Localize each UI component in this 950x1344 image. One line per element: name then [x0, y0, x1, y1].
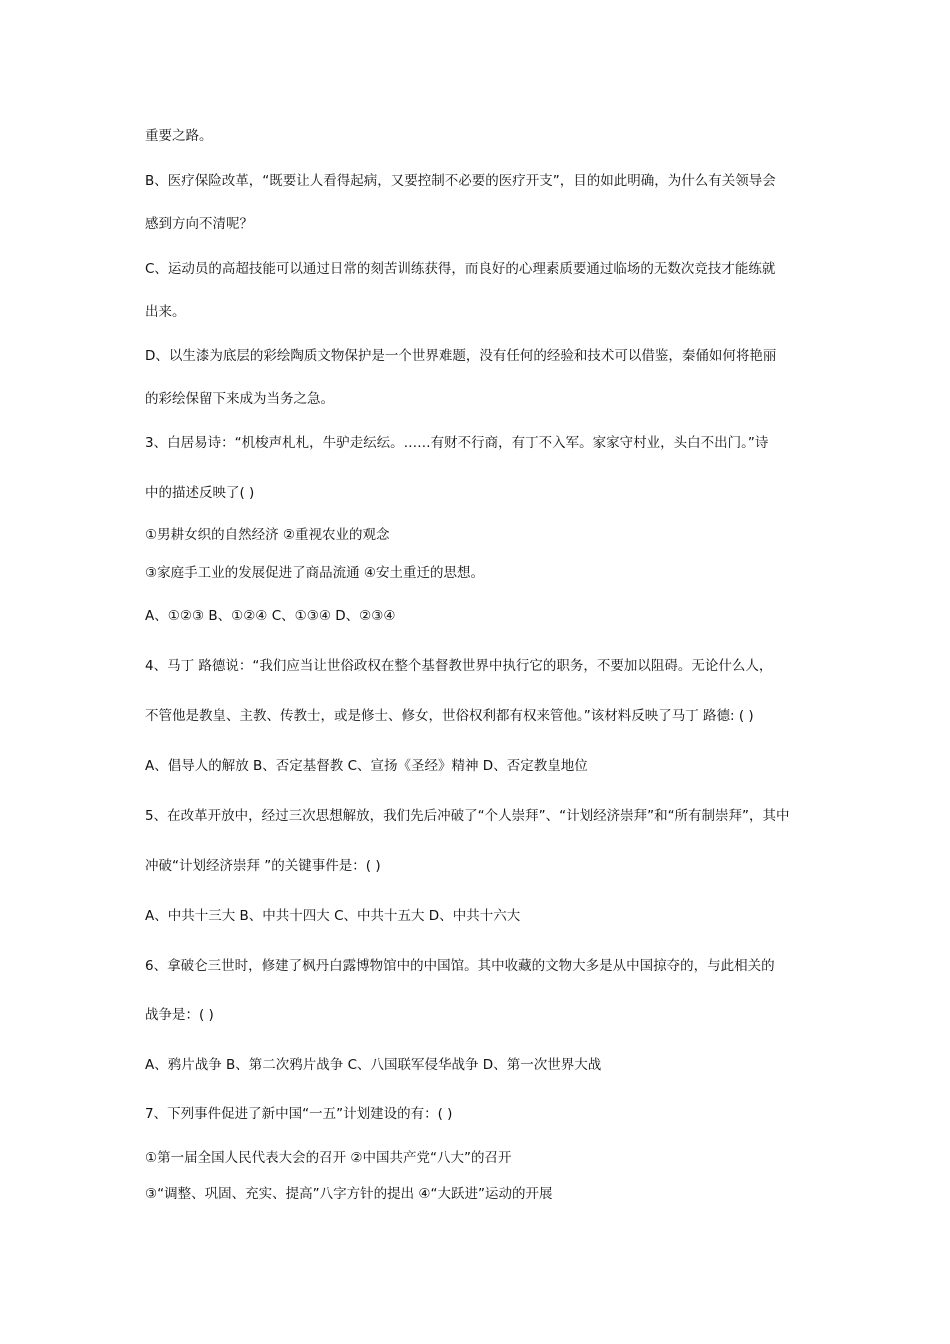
text-line: 中的描述反映了( ): [145, 485, 255, 501]
text-line: 6、拿破仑三世时，修建了枫丹白露博物馆中的中国馆。其中收藏的文物大多是从中国掠夺的，与此相关的: [145, 958, 775, 974]
text-line: ③“调整、巩固、充实、提高”八字方针的提出 ④“大跃进”运动的开展: [145, 1186, 553, 1202]
text-line: ①第一届全国人民代表大会的召开 ②中国共产党“八大”的召开: [145, 1150, 512, 1166]
text-line: 7、下列事件促进了新中国“一五”计划建设的有：( ): [145, 1106, 453, 1122]
text-line: 冲破“计划经济崇拜 ”的关键事件是：( ): [145, 858, 381, 874]
text-line: A、倡导人的解放 B、否定基督教 C、宣扬《圣经》精神 D、否定教皇地位: [145, 758, 588, 774]
text-line: D、以生漆为底层的彩绘陶质文物保护是一个世界难题，没有任何的经验和技术可以借鉴，秦俑如何将艳丽: [145, 348, 777, 364]
text-line: 不管他是教皇、主教、传教士，或是修士、修女，世俗权利都有权来管他。”该材料反映了马丁 路德: ( ): [145, 708, 754, 724]
text-line: 的彩绘保留下来成为当务之急。: [145, 391, 334, 407]
text-line: A、鸦片战争 B、第二次鸦片战争 C、八国联军侵华战争 D、第一次世界大战: [145, 1057, 602, 1073]
text-line: 感到方向不清呢？: [145, 216, 253, 232]
text-line: C、运动员的高超技能可以通过日常的刻苦训练获得，而良好的心理素质要通过临场的无数次竞技才能练就: [145, 261, 776, 277]
text-line: 出来。: [145, 304, 186, 320]
text-line: A、中共十三大 B、中共十四大 C、中共十五大 D、中共十六大: [145, 908, 521, 924]
text-line: B、医疗保险改革，“既要让人看得起病，又要控制不必要的医疗开支”，目的如此明确，为什么有关领导会: [145, 173, 776, 189]
text-line: 战争是：( ): [145, 1007, 214, 1023]
text-line: 4、马丁 路德说：“我们应当让世俗政权在整个基督教世界中执行它的职务，不要加以阻碍。无论什么人，: [145, 658, 773, 674]
text-line: 重要之路。: [145, 128, 213, 144]
text-line: A、①②③ B、①②④ C、①③④ D、②③④: [145, 608, 396, 624]
text-line: ①男耕女织的自然经济 ②重视农业的观念: [145, 527, 390, 543]
text-line: 3、白居易诗：“机梭声札札，牛驴走纭纭。……有财不行商，有丁不入军。家家守村业，头白不出门。”诗: [145, 435, 769, 451]
text-line: ③家庭手工业的发展促进了商品流通 ④安土重迁的思想。: [145, 565, 484, 581]
text-line: 5、在改革开放中，经过三次思想解放，我们先后冲破了“个人崇拜”、“计划经济崇拜”和“所有制崇拜”，其中: [145, 808, 790, 824]
